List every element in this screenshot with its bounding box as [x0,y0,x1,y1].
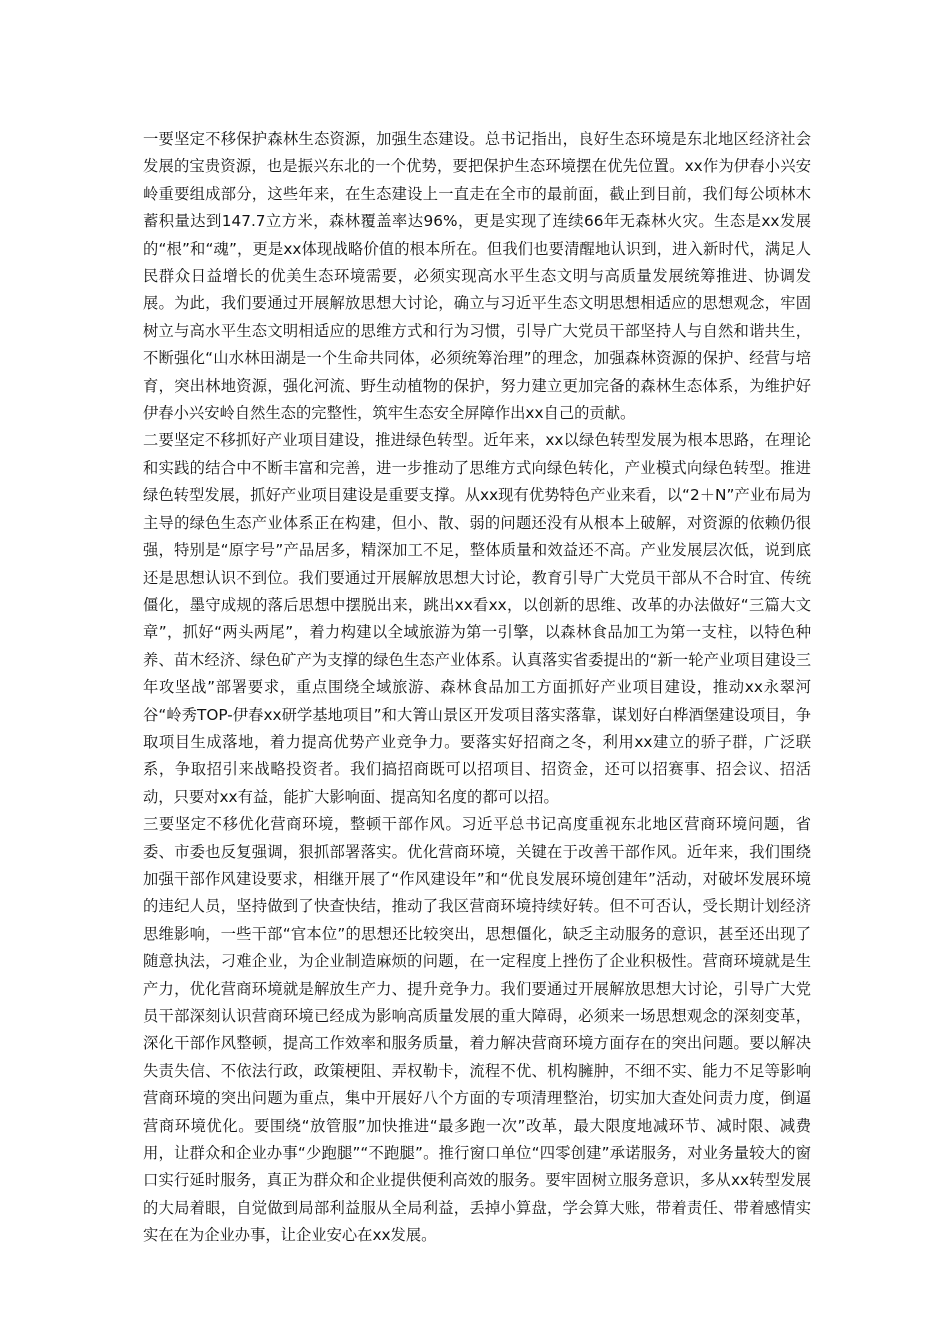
paragraph-business-environment: 三要坚定不移优化营商环境，整顿干部作风。习近平总书记高度重视东北地区营商环境问题，省委、市委也反复强调，狠抓部署落实。优化营商环境，关键在于改善干部作风。近年来，我们围绕加强干部作风建设要求，相继开展了“作风建设年”和“优良发展环境创建年”活动，对破坏发展环境的违纪人员，坚持做到了快查快结，推动了我区营商环境持续好转。但不可否认，受长期计划经济思维影响，一些干部“官本位”的思想还比较突出，思想僵化，缺乏主动服务的意识，甚至还出现了随意执法，刁难企业，为企业制造麻烦的问题，在一定程度上挫伤了企业积极性。营商环境就是生产力，优化营商环境就是解放生产力、提升竞争力。我们要通过开展解放思想大讨论，引导广大党员干部深刻认识营商环境已经成为影响高质量发展的重大障碍，必须来一场思想观念的深刻变革，深化干部作风整顿，提高工作效率和服务质量，着力解决营商环境方面存在的突出问题。要以解决失责失信、不依法行政，政策梗阻、弄权勒卡，流程不优、机构臃肿，不细不实、能力不足等影响营商环境的突出问题为重点，集中开展好八个方面的专项清理整治，切实加大查处问责力度，倒逼营商环境优化。要围绕“放管服”加快推进“最多跑一次”改革，最大限度地减环节、减时限、减费用，让群众和企业办事“少跑腿”“不跑腿”。推行窗口单位“四零创建”承诺服务，对业务量较大的窗口实行延时服务，真正为群众和企业提供便利高效的服务。要牢固树立服务意识，多从xx转型发展的大局着眼，自觉做到局部利益服从全局利益，丢掉小算盘，学会算大账，带着责任、带着感情实实在在为企业办事，让企业安心在xx发展。 [143,815,811,1245]
paragraph-industry: 二要坚定不移抓好产业项目建设，推进绿色转型。近年来，xx以绿色转型发展为根本思路，在理论和实践的结合中不断丰富和完善，进一步推动了思维方式向绿色转化，产业模式向绿色转型。推进绿色转型发展，抓好产业项目建设是重要支撑。从xx现有优势特色产业来看，以“2＋N”产业布局为主导的绿色生态产业体系正在构建，但小、散、弱的问题还没有从根本上破解，对资源的依赖仍很强，特别是“原字号”产品居多，精深加工不足，整体质量和效益还不高。产业发展层次低，说到底还是思想认识不到位。我们要通过开展解放思想大讨论，教育引导广大党员干部从不合时宜、传统僵化，墨守成规的落后思想中摆脱出来，跳出xx看xx，以创新的思维、改革的办法做好“三篇大文章”，抓好“两头两尾”，着力构建以全域旅游为第一引擎，以森林食品加工为第一支柱，以特色种养、苗木经济、绿色矿产为支撑的绿色生态产业体系。认真落实省委提出的“新一轮产业项目建设三年攻坚战”部署要求，重点围绕全域旅游、森林食品加工方面抓好产业项目建设，推动xx永翠河谷“岭秀TOP-伊春xx研学基地项目”和大箐山景区开发项目落实落靠，谋划好白桦酒堡建设项目，争取项目生成落地，着力提高优势产业竞争力。要落实好招商之冬，利用xx建立的骄子群，广泛联系，争取招引来战略投资者。我们搞招商既可以招项目、招资金，还可以招赛事、招会议、招活动，只要对xx有益，能扩大影响面、提高知名度的都可以招。 [143,431,811,806]
document-body [143,126,811,1250]
paragraph-ecology: 一要坚定不移保护森林生态资源，加强生态建设。总书记指出，良好生态环境是东北地区经济社会发展的宝贵资源，也是振兴东北的一个优势，要把保护生态环境摆在优先位置。xx作为伊春小兴安岭重要组成部分，这些年来，在生态建设上一直走在全市的最前面，截止到目前，我们每公顷林木蓄积量达到147.7立方米，森林覆盖率达96%，更是实现了连续66年无森林火灾。生态是xx发展的“根”和“魂”，更是xx体现战略价值的根本所在。但我们也要清醒地认识到，进入新时代，满足人民群众日益增长的优美生态环境需要，必须实现高水平生态文明与高质量发展统筹推进、协调发展。为此，我们要通过开展解放思想大讨论，确立与习近平生态文明思想相适应的思想观念，牢固树立与高水平生态文明相适应的思维方式和行为习惯，引导广大党员干部坚持人与自然和谐共生，不断强化“山水林田湖是一个生命共同体，必须统筹治理”的理念，加强森林资源的保护、经营与培育，突出林地资源，强化河流、野生动植物的保护，努力建立更加完备的森林生态体系，为维护好伊春小兴安岭自然生态的完整性，筑牢生态安全屏障作出xx自己的贡献。 [143,130,811,423]
